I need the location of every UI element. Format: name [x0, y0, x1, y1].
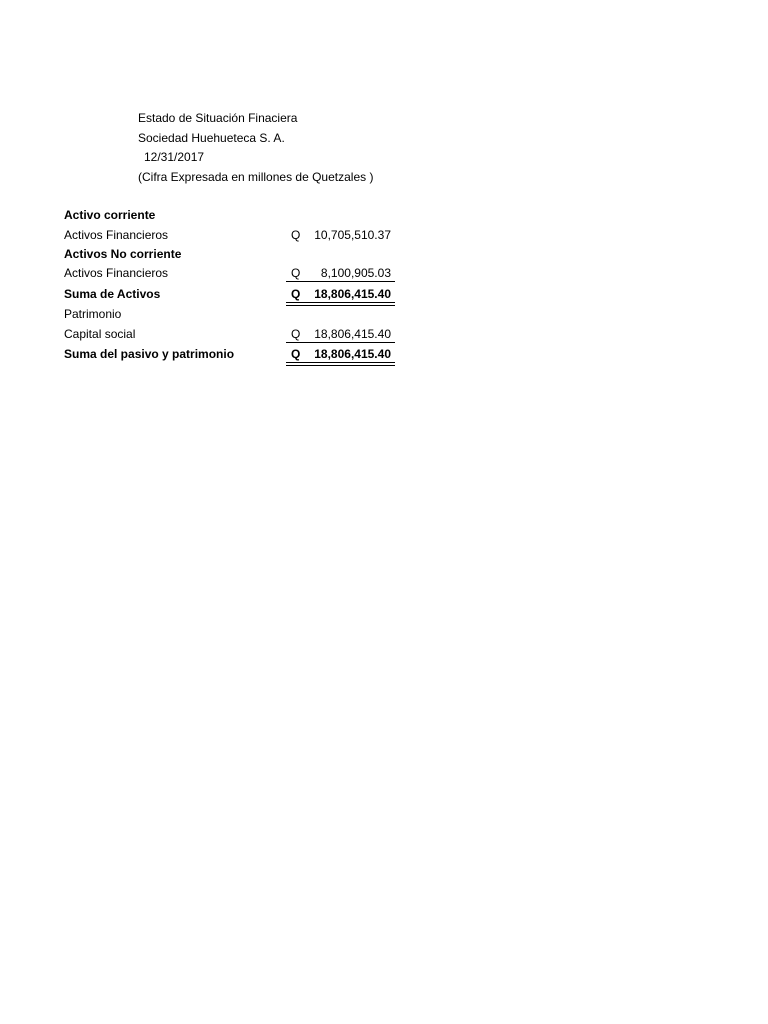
row-capital-social — [64, 326, 395, 344]
amount-value: 18,806,415.40 — [314, 327, 391, 341]
row-label: Capital social — [64, 327, 136, 341]
amount-value: 10,705,510.37 — [314, 228, 391, 242]
currency-symbol: Q — [291, 327, 301, 341]
currency-note: (Cifra Expresada en millones de Quetzales ) — [138, 170, 374, 184]
row-label: Activos Financieros — [64, 266, 169, 280]
company-name: Sociedad Huehueteca S. A. — [138, 131, 285, 145]
row-suma-pasivo-patrimonio — [64, 346, 395, 364]
amount-value: 18,806,415.40 — [314, 347, 391, 361]
section-activo-corriente — [64, 207, 395, 225]
currency-symbol: Q — [291, 287, 301, 301]
row-label: Activos No corriente — [64, 247, 182, 261]
currency-symbol: Q — [291, 266, 301, 280]
currency-symbol: Q — [291, 228, 301, 242]
statement-title: Estado de Situación Finaciera — [138, 111, 298, 125]
amount-cell — [286, 346, 395, 362]
amount-value: 18,806,415.40 — [314, 287, 391, 301]
row-activos-financieros-corriente — [64, 227, 395, 245]
amount-cell — [286, 286, 395, 302]
row-suma-de-activos — [64, 286, 395, 304]
section-patrimonio — [64, 306, 395, 324]
section-activo-no-corriente — [64, 246, 395, 264]
row-activos-financieros-no-corriente — [64, 265, 395, 283]
amount-value: 8,100,905.03 — [320, 266, 391, 280]
amount-cell — [286, 326, 395, 343]
row-label: Suma de Activos — [64, 287, 161, 301]
amount-cell — [286, 227, 395, 243]
statement-date: 12/31/2017 — [144, 150, 205, 164]
amount-cell — [286, 265, 395, 282]
row-label: Suma del pasivo y patrimonio — [64, 347, 235, 361]
row-label: Activos Financieros — [64, 228, 169, 242]
row-label: Activo corriente — [64, 208, 156, 222]
currency-symbol: Q — [291, 347, 301, 361]
row-label: Patrimonio — [64, 307, 122, 321]
